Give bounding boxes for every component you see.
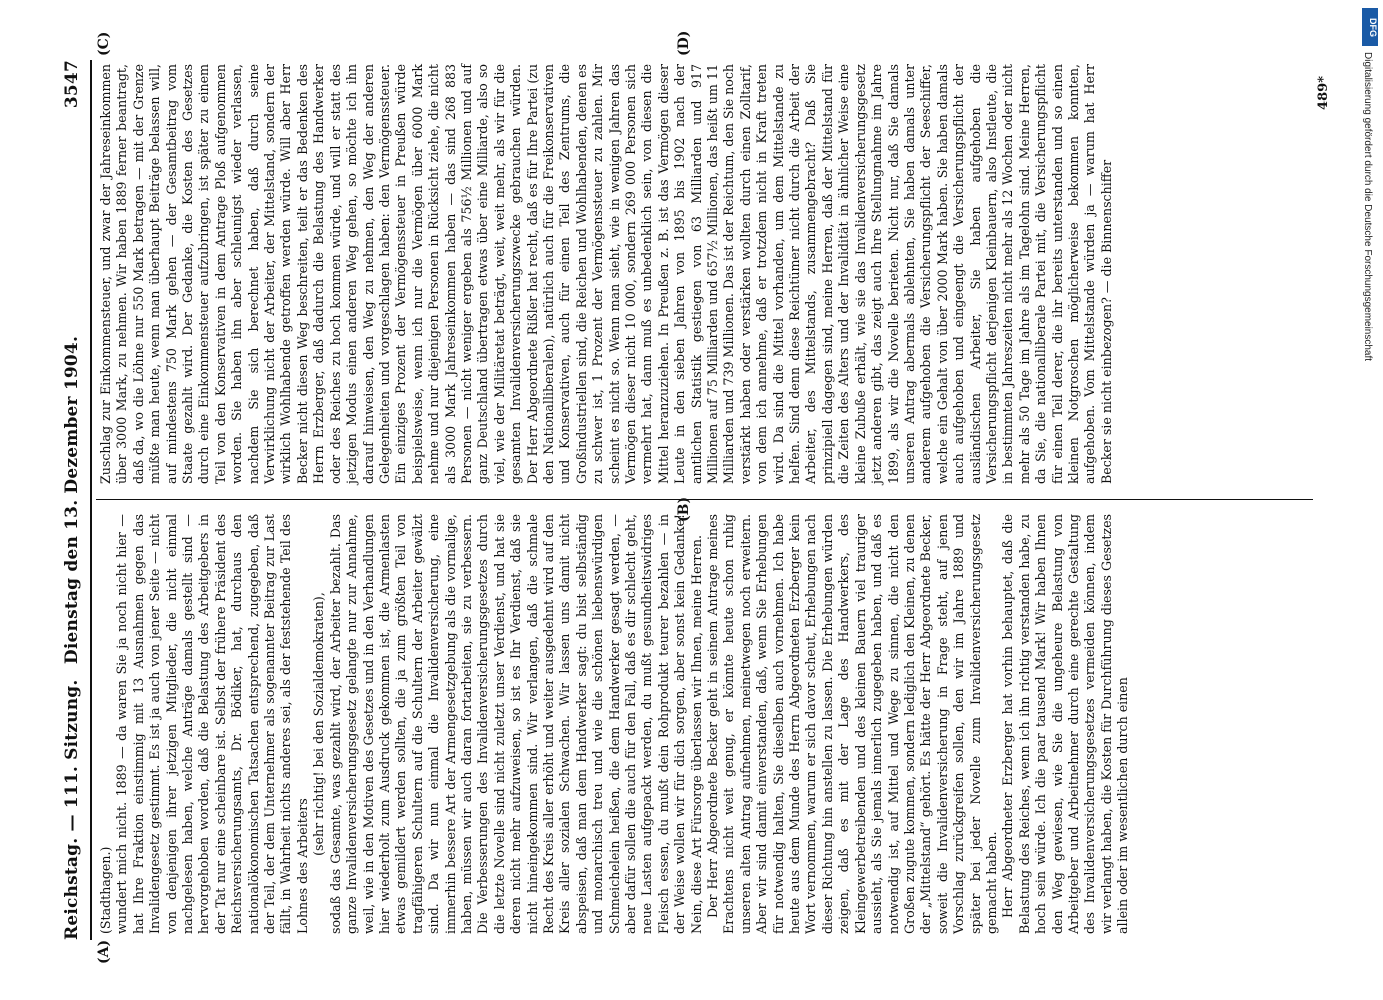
paragraph: Herr Abgeordneter Erzberger hat vorhin behauptet, daß die Belastung des Reiches, wenn ich ihn richtig verstanden habe, zu hoch sein würde. Ich die paar tausend Mark! Wir haben Ihnen den Weg gewiesen, wie Sie die ungeheure Belastung von Arbeitgeber und Arbeitnehmer durch eine gerechte Gestaltung des Invalidenversicherungsgesetzes vermeiden können, indem wir verlangt haben, die Kosten für Durchführung dieses Gesetzes allein oder im wesentlichen durch einen: [1000, 514, 1131, 934]
left-column: [98, 514, 1132, 934]
speaker-tag: (Stadthagen.): [98, 846, 113, 934]
margin-mark-c: (C): [96, 31, 112, 56]
paragraph: wundert mich nicht. 1889 — da waren Sie ja noch nicht hier — hat Ihre Fraktion einstimmig mit 13 Ausnahmen gegen das Invalidengesetz gestimmt. Es ist ja auch von jener Seite — nicht von denjenigen ihrer jetzigen Mitglieder, die nicht einmal nachgelesen haben, welche Anträge damals gestellt sind — hervorgehoben worden, daß die Belastung des Arbeitgebers in der Tat nur eine scheinbare ist. Selbst der frühere Präsident des Reichsversicherungsamts, Dr. Bödiker, hat, durchaus den nationalökonomischen Tatsachen entsprechend, zugegeben, daß der Teil, der dem Unternehmer als sogenannter Beitrag zur Last fällt, in Wahrheit nichts anderes sei, als der feststehende Teil des Lohnes des Arbeiters: [114, 514, 310, 934]
interjection: (sehr richtig! bei den Sozialdemokraten),: [311, 592, 327, 856]
column-separator: [96, 499, 1313, 500]
running-header: [62, 60, 88, 940]
header-date: Dienstag den 13. Dezember 1904.: [62, 335, 82, 665]
dfg-credit: Digitalisierung gefördert durch die Deutsche Forschungsgemeinschaft: [1362, 52, 1373, 362]
paragraph: sodaß das Gesamte, was gezahlt wird, der Arbeiter bezahlt. Das ganze Invalidenversicherungsgesetz gelangte nur zur Annahme, weil, wie in den Motiven des Gesetzes und in den Verhandlungen hier wiederholt zum Ausdruck gekommen ist, die Armenlasten etwas gemildert werden sollten, die ja zum größten Teil von tragfähigeren Schultern auf die Schultern der Arbeiter gewälzt sind. Da wir nun einmal die Invalidenversicherung, eine immerhin bessere Art der Armengesetzgebung als die vormalige, haben, müssen wir auch daran fortarbeiten, sie zu verbessern. Die Verbesserungen des Invalidenversicherungsgesetzes durch die letzte Novelle sind nicht zuletzt unser Verdienst, und hat sie deren nicht mehr aufzuweisen, so ist es Ihr Verdienst, daß sie nicht hineingekommen sind. Wir verlangen, daß die schmale Recht des Kreis aller erhöht und weiter ausgedehnt wird auf den Kreis aller sozialen Schwachen. Wir lassen uns damit nicht abspeisen, daß man dem Handwerker sagt: du bist selbständig und monarchisch treu und wie die schönen liebenswürdigen Schmeichelein heißen, die dem Handwerker gesagt werden, — aber dafür sollen die auch für den Fall, daß es dir schlecht geht, neue Lasten aufgepackt werden, du mußt gesundheitswidriges Fleisch essen, du mußt dein Rohprodukt teurer bezahlen — in der Weise wollen wir für dich sorgen, aber sonst kein Gedanke! Nein, diese Art Fürsorge überlassen wir Ihnen, meine Herren.: [327, 514, 704, 934]
signature-mark: 489*: [1316, 76, 1331, 110]
page-number: 3547: [62, 60, 82, 109]
margin-mark-a: (A): [96, 939, 112, 964]
right-column: [98, 64, 1115, 484]
paragraph: Der Herr Abgeordnete Becker geht in seinem Antrage meines Erachtens nicht weit genug, er könnte heute schon ruhig unseren alten Antrag aufnehmen, meinetwegen noch erweitern. Aber wir sind damit einverstanden, daß, wenn Sie Erhebungen für notwendig halten, Sie dieselben auch vornehmen. Ich habe heute aus dem Munde des Herrn Abgeordneten Erzberger kein Wort vernommen, warum er sich davor scheut, Erhebungen nach dieser Richtung hin anstellen zu lassen. Die Erhebungen würden zeigen, daß es mit der Lage des Handwerkers, des Kleingewerbetreibenden und des kleinen Bauern viel trauriger aussieht, als Sie jemals innerlich zugegeben haben, und daß es notwendig ist, auf Mittel und Wege zu sinnen, die nicht den Großen zugute kommen, sondern lediglich den Kleinen, zu denen der „Mittelstand“ gehört. Es hätte der Herr Abgeordnete Becker, soweit die Invalidenversicherung in Frage steht, auf jenen Vorschlag zurückgreifen sollen, den wir im Jahre 1889 und später bei jeder Novelle zum Invalidenversicherungsgesetz gemacht haben.: [705, 514, 999, 934]
dfg-logo: DFG: [1362, 8, 1378, 46]
header-left: Reichstag. — 111. Sitzung.: [62, 679, 82, 940]
margin-mark-b: (B): [676, 496, 692, 522]
header-rule: [90, 60, 92, 940]
paragraph: Zuschlag zur Einkommensteuer, und zwar der Jahreseinkommen über 3000 Mark, zu nehmen. Wir haben 1889 ferner beantragt, daß da, wo die Löhne nur 550 Mark betragen — mit der Grenze müßte man heute, wenn man überhaupt Beiträge belassen will, auf mindestens 750 Mark gehen — der Gesamtbeitrag vom Staate gezahlt wird. Der Gedanke, die Kosten des Gesetzes durch eine Einkommensteuer aufzubringen, ist später zu einem Teil von den Konservativen in dem Antrage Ploß aufgenommen worden. Sie haben ihn aber schleunigst wieder verlassen, nachdem Sie sich berechnet haben, daß durch seine Verwirklichung nicht der Arbeiter, der Mittelstand, sondern der wirklich Wohlhabende getroffen werden würde. Will aber Herr Becker nicht diesen Weg beschreiten, teilt er das Bedenken des Herrn Erzberger, daß dadurch die Belastung des Handwerker oder des Reiches zu hoch kommen würde, und will er statt des jetzigen Modus einen anderen Weg gehen, so möchte ich ihn darauf hinweisen, den Weg zu nehmen, den Weg der anderen Gelegenheiten und vorgeschlagen haben: den Vermögenssteuer. Ein einziges Prozent der Vermögenssteuer in Preußen würde beispielsweise, wenn ich nur die Vermögen über 6000 Mark nehme und nur diejenigen Personen in Rücksicht ziehe, die nicht als 3000 Mark Jahreseinkommen haben — das sind 268 883 Personen — nicht weniger ergeben als 756½ Millionen und auf ganz Deutschland übertragen etwas über eine Milliarde, also so viel, wie der Militäretat beträgt, weit, weit mehr, als wir für die gesamten Invalidenversicherungszwecke gebrauchen würden. Der Herr Abgeordnete Rißler hat recht, daß es für Ihre Partei (zu den Nationalliberalen), natürlich auch für die Freikonservativen und Konservativen, auch für einen Teil des Zentrums, die Großindustriellen sind, die Reichen und Wohlhabenden, denen es zu schwer ist, 1 Prozent der Vermögenssteuer zu zahlen. Mir scheint es nicht so. Wenn man sieht, wie in wenigen Jahren das Vermögen dieser nicht 10 000, sondern 269 000 Personen sich vermehrt hat, dann muß es unbedenklich sein, von diesen die Mittel heranzuziehen. In Preußen z. B. ist das Vermögen dieser Leute in den sieben Jahren von 1895 bis 1902 nach der amtlichen Statistik gestiegen von 63 Milliarden und 917 Millionen auf 75 Milliarden und 657½ Millionen, das heißt um 11 Milliarden und 739 Millionen. Das ist der Reichtum, den Sie noch verstärkt haben oder verstärken wollten durch einen Zolltarif, von dem ich annehme, daß er trotzdem nicht in Kraft treten wird. Da sind die Mittel vorhanden, um dem Mittelstande zu helfen. Sind denn diese Reichtümer nicht durch die Arbeit der Arbeiter, des Mittelstands, zusammengebracht? Daß Sie prinzipiell dagegen sind, meine Herren, daß der Mittelstand für die Zeiten des Alters und der Invalidität in ähnlicher Weise eine kleine Zubuße erhält, wie sie das Invalidenversicherungsgesetz jetzt anderen gibt, das zeigt auch Ihre Stellungnahme im Jahre 1899, als wir die Novelle berieten. Nicht nur, daß Sie damals unseren Antrag abermals ablehnten, Sie haben damals unter anderem aufgehoben die Versicherungspflicht der Seeschiffer, welche ein Gehalt von über 2000 Mark haben. Sie haben damals auch aufgehoben und eingeengt die Versicherungspflicht der ausländischen Arbeiter, Sie haben aufgehoben die Versicherungspflicht derjenigen Kleinbauern, also Instleute, die in bestimmten Jahreszeiten nicht mehr als 12 Wochen oder nicht mehr als 50 Tage im Jahre als im Tagelohn sind. Meine Herren, da Sie, die nationalliberale Partei mit, die Versicherungspflicht für einen Teil derer, die ihr bereits unterstanden und so einen kleinen Notgroschen möglicherweise bekommen konnten, aufgehoben. Vom Mittelstande würden ja — warum hat Herr Becker sie nicht einbezogen? — die Binnenschiffer: [98, 64, 1114, 484]
margin-mark-d: (D): [676, 30, 692, 56]
